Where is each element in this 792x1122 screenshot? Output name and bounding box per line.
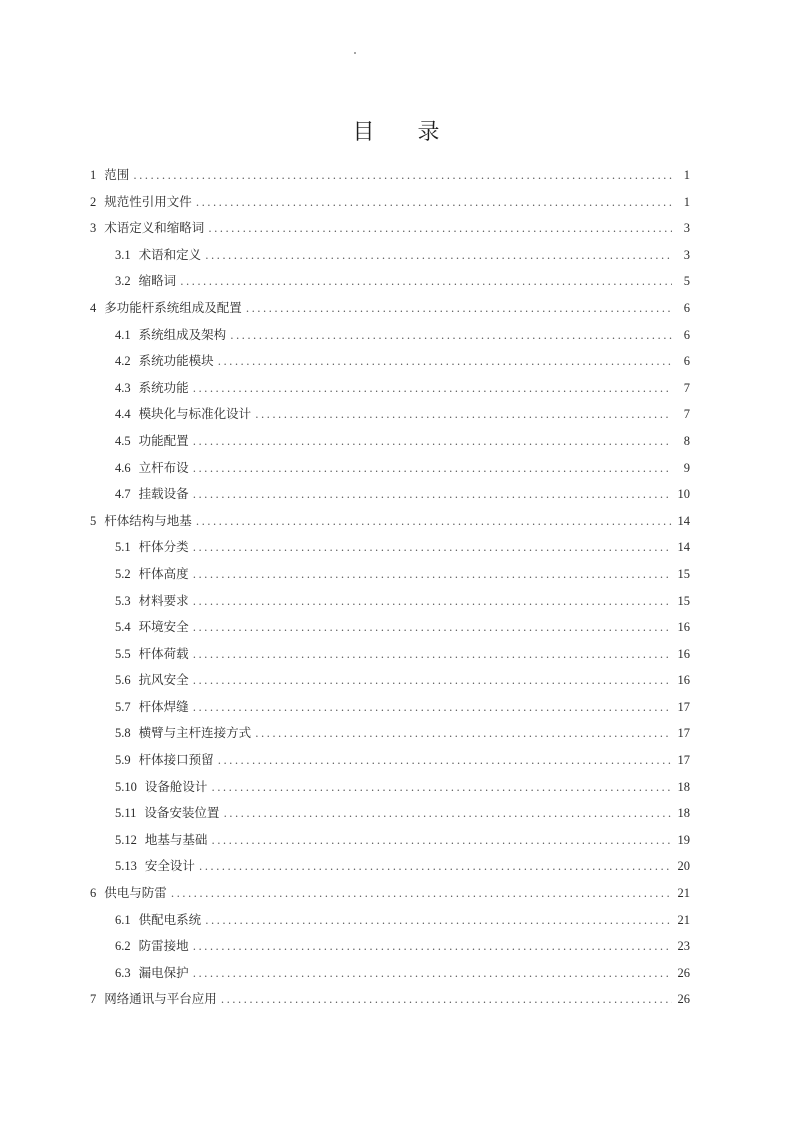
toc-dot-leader: [223, 801, 672, 827]
toc-entry[interactable]: [90, 827, 690, 854]
toc-page-number: 7: [683, 407, 690, 422]
toc-entry-title: 供电与防雷: [104, 885, 167, 901]
toc-entry-number: 4.4: [115, 407, 131, 422]
toc-entry-title: 系统组成及架构: [138, 326, 227, 342]
toc-entry-title: 网络通讯与平台应用: [104, 991, 217, 1007]
toc-page-number: 17: [677, 726, 690, 741]
toc-dot-leader: [221, 987, 672, 1013]
toc-entry[interactable]: [90, 960, 690, 987]
toc-dot-leader: [193, 535, 672, 561]
toc-entry-title: 规范性引用文件: [104, 193, 192, 209]
toc-page-number: 19: [677, 832, 690, 847]
toc-dot-leader: [196, 509, 672, 535]
toc-page-number: 14: [677, 540, 690, 555]
toc-entry-title: 缩略词: [138, 273, 177, 289]
toc-page-number: 1: [683, 194, 690, 209]
toc-entry-number: 5.11: [115, 806, 137, 821]
toc-entry[interactable]: [90, 455, 690, 482]
toc-entry[interactable]: [90, 747, 690, 774]
toc-entry[interactable]: [90, 986, 690, 1013]
toc-page-number: 17: [677, 699, 690, 714]
toc-entry-title: 杆体高度: [138, 565, 189, 581]
toc-entry-number: 3.2: [115, 274, 131, 289]
toc-entry-number: 5.7: [115, 699, 131, 714]
toc-entry-title: 地基与基础: [144, 831, 208, 847]
toc-entry-number: 5.13: [115, 859, 137, 874]
toc-page-number: 5: [683, 274, 690, 289]
toc-page-number: 3: [683, 247, 690, 262]
toc-entry-title: 术语定义和缩略词: [104, 220, 205, 236]
toc-page-number: 23: [677, 939, 690, 954]
toc-entry-title: 杆体焊缝: [138, 698, 189, 714]
toc-entry-number: 6.2: [115, 939, 131, 954]
toc-entry-number: 5.3: [115, 593, 131, 608]
toc-page-number: 21: [677, 886, 690, 901]
toc-entry[interactable]: [90, 295, 690, 322]
toc-dot-leader: [193, 482, 672, 508]
toc-entry-title: 漏电保护: [138, 964, 189, 980]
toc-entry-number: 4.6: [115, 460, 131, 475]
toc-entry-number: 5.4: [115, 620, 131, 635]
toc-entry-title: 横臂与主杆连接方式: [138, 725, 252, 741]
toc-dot-leader: [171, 881, 672, 907]
toc-entry-title: 模块化与标准化设计: [138, 406, 252, 422]
toc-entry[interactable]: [90, 375, 690, 402]
toc-entry[interactable]: [90, 348, 690, 375]
toc-page-number: 26: [677, 992, 690, 1007]
toc-entry-number: 5.9: [115, 753, 131, 768]
toc-entry-title: 多功能杆系统组成及配置: [104, 299, 242, 315]
toc-entry[interactable]: [90, 242, 690, 269]
toc-dot-leader: [180, 269, 672, 295]
toc-entry-title: 杆体荷载: [138, 645, 189, 661]
toc-entry-number: 6.1: [115, 912, 131, 927]
toc-page-number: 17: [677, 753, 690, 768]
toc-entry-title: 术语和定义: [138, 246, 202, 262]
toc-entry[interactable]: [90, 720, 690, 747]
page-title: 目 录: [352, 119, 458, 145]
toc-entry[interactable]: [90, 880, 690, 907]
toc-page-number: 15: [677, 593, 690, 608]
toc-page-number: 15: [677, 566, 690, 581]
toc-entry-number: 4.2: [115, 354, 131, 369]
toc-dot-leader: [193, 562, 672, 588]
toc-entry[interactable]: [90, 641, 690, 668]
toc-page-number: 18: [677, 806, 690, 821]
toc-entry-number: 2: [90, 194, 97, 209]
toc-dot-leader: [193, 668, 672, 694]
toc-entry-title: 范围: [104, 167, 130, 182]
toc-entry[interactable]: [90, 428, 690, 455]
toc-page-number: 3: [683, 221, 690, 236]
toc-entry-number: 4.5: [115, 433, 131, 448]
toc-dot-leader: [218, 748, 672, 774]
toc-entry-number: 5.12: [115, 832, 137, 847]
toc-dot-leader: [255, 402, 672, 428]
toc-dot-leader: [133, 163, 672, 189]
toc-entry[interactable]: [90, 667, 690, 694]
toc-page-number: 18: [677, 779, 690, 794]
toc-dot-leader: [193, 376, 672, 402]
toc-entry-number: 4: [90, 300, 97, 315]
toc-entry-number: 5.8: [115, 726, 131, 741]
toc-dot-leader: [196, 190, 672, 216]
toc-entry[interactable]: [90, 588, 690, 615]
toc-entry-number: 6: [90, 886, 97, 901]
scan-speck: [354, 52, 356, 54]
toc-entry-title: 材料要求: [138, 592, 189, 608]
toc-entry-title: 立杆布设: [138, 459, 189, 475]
toc-entry-number: 3: [90, 221, 97, 236]
toc-dot-leader: [208, 216, 672, 242]
toc-entry[interactable]: [90, 508, 690, 535]
toc-dot-leader: [205, 908, 672, 934]
toc-entry-title: 挂载设备: [138, 486, 189, 502]
toc-entry-title: 防雷接地: [138, 938, 189, 954]
toc-page-number: 6: [683, 300, 690, 315]
toc-entry-number: 3.1: [115, 247, 131, 262]
toc-entry-number: 4.7: [115, 487, 131, 502]
toc-entry[interactable]: [90, 189, 690, 216]
toc-page-number: 6: [683, 354, 690, 369]
toc-dot-leader: [193, 615, 672, 641]
toc-entry-number: 5: [90, 513, 97, 528]
toc-entry-number: 5.1: [115, 540, 131, 555]
toc-entry-number: 5.5: [115, 646, 131, 661]
toc-dot-leader: [193, 961, 672, 987]
toc-dot-leader: [193, 429, 672, 455]
toc-entry-title: 安全设计: [144, 858, 195, 874]
toc-entry-title: 杆体接口预留: [138, 752, 214, 768]
toc-page-number: 7: [683, 380, 690, 395]
toc-entry-title: 供配电系统: [138, 911, 202, 927]
toc-page-number: 9: [683, 460, 690, 475]
toc-entry[interactable]: [90, 853, 690, 880]
toc-page-number: 16: [677, 620, 690, 635]
toc-dot-leader: [255, 721, 672, 747]
toc-dot-leader: [211, 775, 672, 801]
toc-dot-leader: [218, 349, 672, 375]
toc-entry-number: 5.6: [115, 673, 131, 688]
toc-entry-title: 杆体结构与地基: [104, 512, 192, 528]
toc-page-number: 26: [677, 965, 690, 980]
toc-dot-leader: [193, 456, 672, 482]
toc-dot-leader: [246, 296, 672, 322]
toc-entry[interactable]: [90, 933, 690, 960]
toc-page-number: 8: [683, 433, 690, 448]
toc-entry[interactable]: [90, 481, 690, 508]
table-of-contents: [90, 162, 690, 1013]
toc-dot-leader: [193, 695, 672, 721]
toc-entry[interactable]: [90, 774, 690, 801]
toc-entry-number: 6.3: [115, 965, 131, 980]
toc-entry[interactable]: [90, 162, 690, 189]
toc-dot-leader: [205, 243, 672, 269]
toc-entry-title: 设备舱设计: [144, 778, 208, 794]
toc-entry-title: 功能配置: [138, 432, 189, 448]
toc-entry[interactable]: [90, 215, 690, 242]
toc-entry-number: 5.2: [115, 566, 131, 581]
toc-page-number: 20: [677, 859, 690, 874]
toc-entry[interactable]: [90, 268, 690, 295]
toc-page-number: 16: [677, 673, 690, 688]
toc-page-number: 21: [677, 912, 690, 927]
toc-entry[interactable]: [90, 561, 690, 588]
toc-entry[interactable]: [90, 800, 690, 827]
toc-page-number: 10: [677, 487, 690, 502]
toc-page-number: 6: [683, 327, 690, 342]
toc-entry[interactable]: [90, 907, 690, 934]
toc-entry[interactable]: [90, 534, 690, 561]
toc-entry[interactable]: [90, 322, 690, 349]
toc-page-number: 14: [677, 513, 690, 528]
toc-entry[interactable]: [90, 614, 690, 641]
toc-dot-leader: [199, 854, 672, 880]
toc-entry-number: 4.1: [115, 327, 131, 342]
toc-entry-title: 系统功能模块: [138, 353, 214, 369]
toc-entry-number: 7: [90, 992, 97, 1007]
toc-entry-title: 抗风安全: [138, 672, 189, 688]
toc-entry-title: 系统功能: [138, 379, 189, 395]
toc-page-number: 16: [677, 646, 690, 661]
toc-dot-leader: [230, 323, 672, 349]
toc-entry-title: 设备安装位置: [144, 805, 220, 821]
toc-dot-leader: [193, 589, 672, 615]
toc-entry-number: 5.10: [115, 779, 137, 794]
toc-dot-leader: [193, 642, 672, 668]
toc-dot-leader: [193, 934, 672, 960]
toc-dot-leader: [211, 828, 672, 854]
toc-entry[interactable]: [90, 401, 690, 428]
toc-page-number: 1: [683, 168, 690, 182]
toc-entry-number: 1: [90, 168, 97, 182]
toc-entry-title: 环境安全: [138, 619, 189, 635]
toc-entry-number: 4.3: [115, 380, 131, 395]
toc-entry[interactable]: [90, 694, 690, 721]
toc-entry-title: 杆体分类: [138, 539, 189, 555]
